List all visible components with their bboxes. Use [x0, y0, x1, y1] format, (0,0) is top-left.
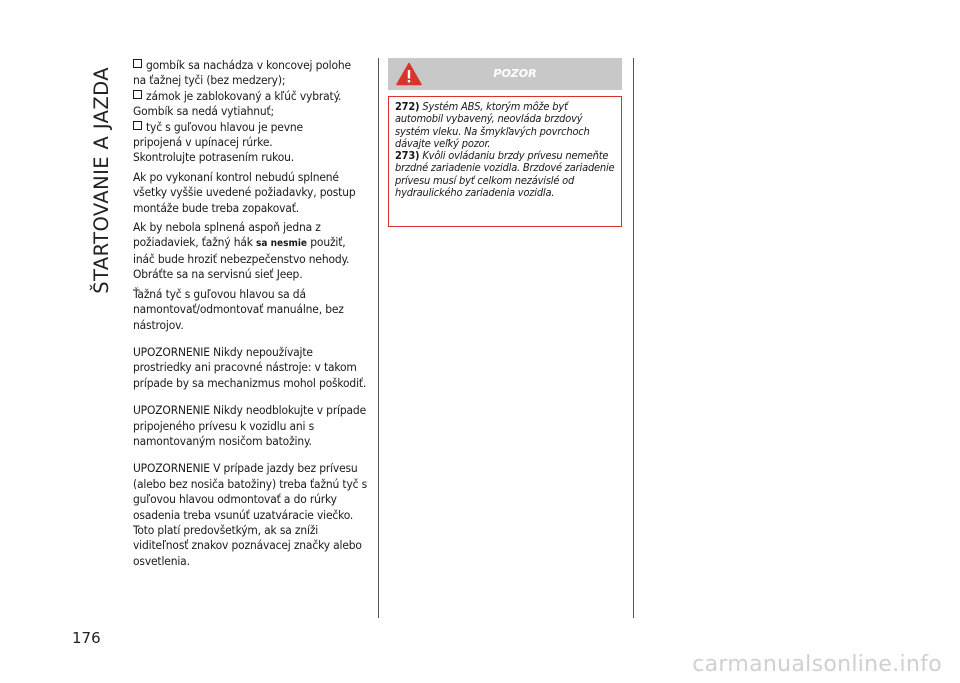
caution-item: 273) Kvôli ovládaniu brzdy prívesu nemeňte brzdné zariadenie vozidla. Brzdové zariadenie prívesu musí byť celkom nezávislé od hydraulického zariadenia vozidla. [395, 149, 615, 200]
checkbox-bullet-icon [133, 90, 142, 99]
caution-header [388, 58, 622, 90]
checkbox-bullet-icon [133, 121, 142, 130]
bullet-item: zámok je zablokovaný a kľúč vybratý. Gombík sa nedá vytiahnuť; [133, 88, 342, 119]
emphasis-text: sa nesmie [256, 238, 308, 250]
warning-paragraph: UPOZORNENIE Nikdy nepoužívajte prostriedky ani pracovné nástroje: v takom prípade by sa mechanizmus mohol poškodiť. [133, 344, 367, 390]
warning-paragraph: UPOZORNENIE Nikdy neodblokujte v prípade pripojeného prívesu k vozidlu ani s namontovaným nosičom batožiny. [133, 403, 367, 448]
column-divider [378, 58, 379, 618]
paragraph: Ak po vykonaní kontrol nebudú splnené všetky vyššie uvedené požiadavky, postup montáže bude treba zopakovať. [133, 169, 356, 215]
paragraph: Ak by nebola splnená aspoň jedna z požiadaviek, ťažný hák sa nesmie použiť, ináč bude hroziť nebezpečenstvo nehody. Obráťte sa na servisnú sieť Jeep. [133, 220, 350, 282]
warning-paragraph: UPOZORNENIE V prípade jazdy bez prívesu (alebo bez nosiča batožiny) treba ťažnú tyč s guľovou hlavou odmontovať a do rúrky osadenia treba vsunúť uzatváracie viečko. Toto platí predovšetkým, ak sa zníži viditeľnosť znakov poznávacej značky alebo osvetlenia. [133, 461, 368, 568]
paragraph: Ťažná tyč s guľovou hlavou sa dá namontovať/odmontovať manuálne, bez nástrojov. [133, 286, 344, 332]
checkbox-bullet-icon [133, 59, 142, 68]
bullet-item: tyč s guľovou hlavou je pevne pripojená v upínacej rúrke. Skontrolujte potrasením rukou. [133, 119, 303, 165]
page-number: 176 [72, 629, 101, 647]
caution-item: 272) Systém ABS, ktorým môže byť automobil vybavený, neovláda brzdový systém vleku. Na šmykľavých povrchoch dávajte veľký pozor. [395, 100, 590, 150]
section-title [88, 54, 114, 294]
bullet-item: gombík sa nachádza v koncovej polohe na ťažnej tyči (bez medzery); [133, 58, 351, 88]
main-text-column [133, 58, 369, 573]
section-title-text: ŠTARTOVANIE A JAZDA [89, 67, 113, 294]
caution-box [388, 96, 622, 227]
watermark: carmanualsonline.info [692, 652, 942, 677]
column-divider [633, 58, 634, 618]
caution-title: POZOR [493, 67, 537, 80]
